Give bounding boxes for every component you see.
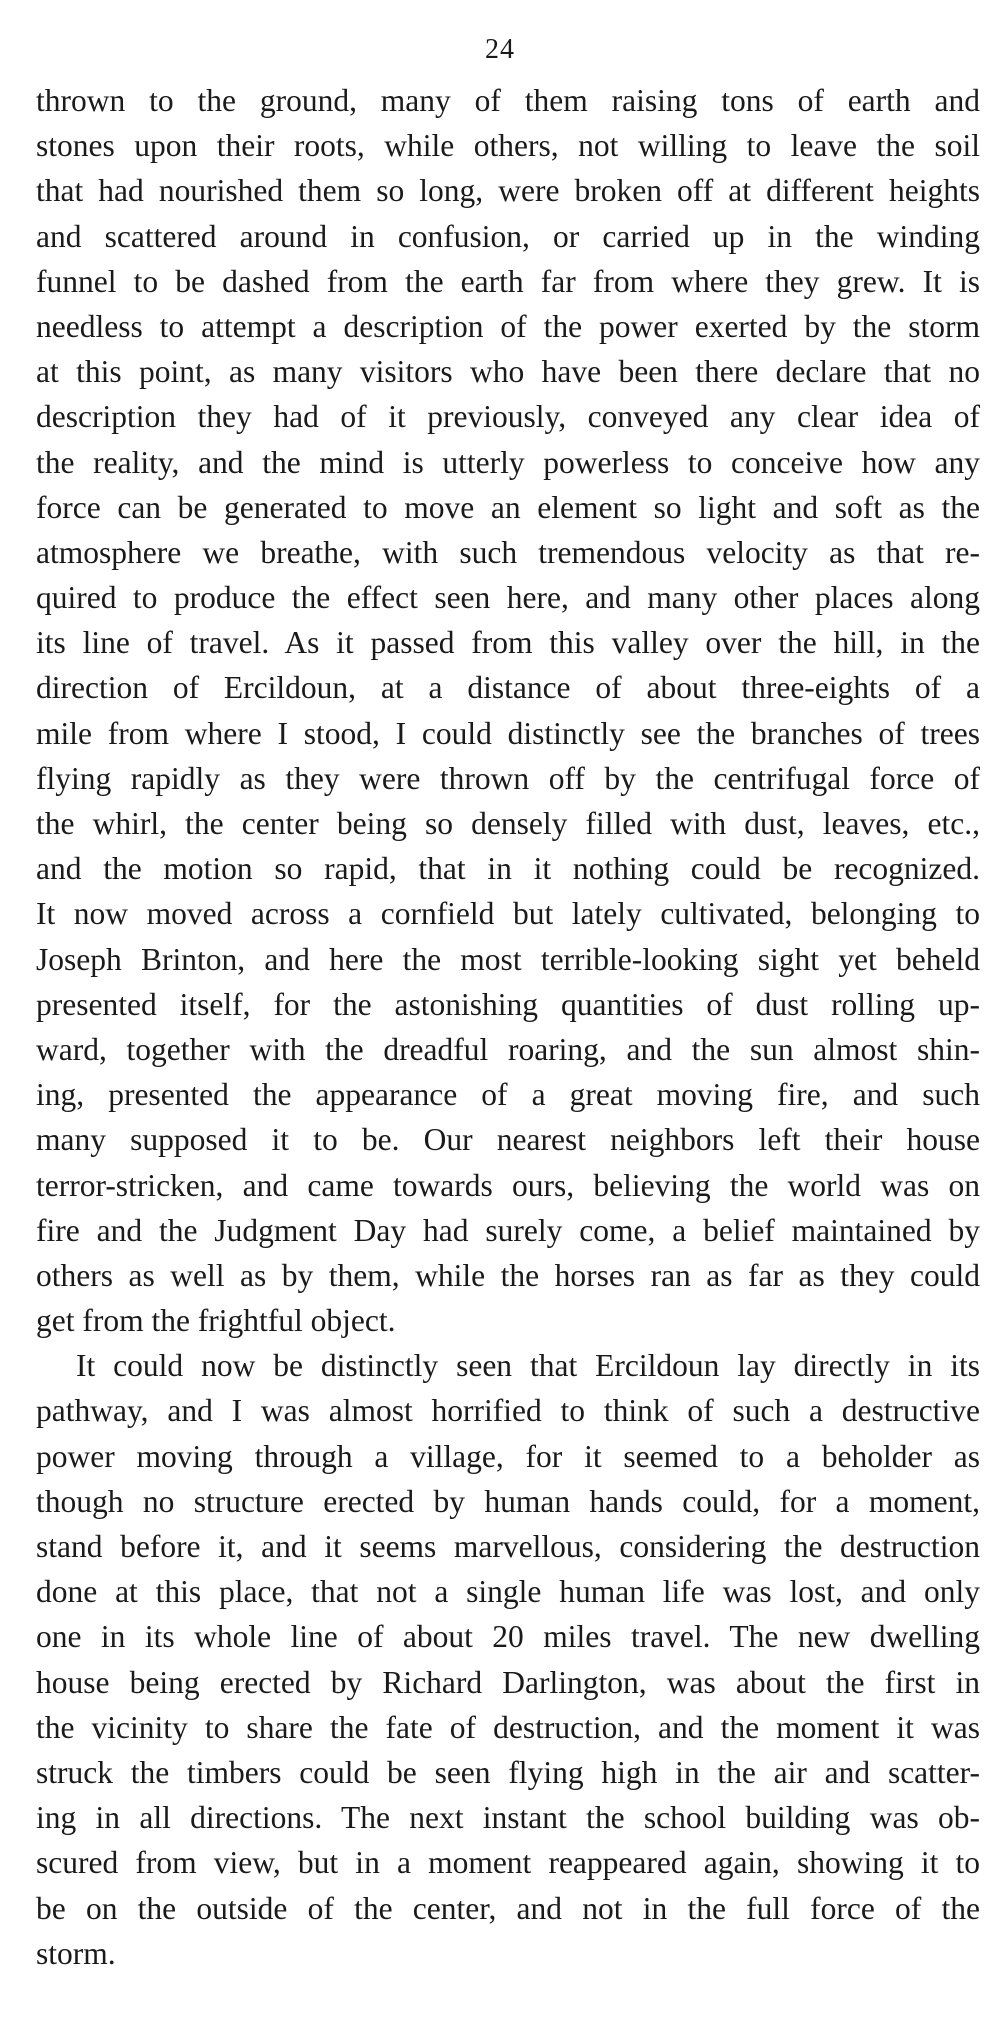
text-line: its line of travel. As it passed from this valley over the hill, in the xyxy=(36,625,980,661)
text-line: power moving through a village, for it seemed to a beholder as xyxy=(36,1438,980,1474)
text-line: ing, presented the appearance of a great moving fire, and such xyxy=(36,1077,980,1113)
text-line: flying rapidly as they were thrown off by the centrifugal force of xyxy=(36,760,980,796)
text-line: Joseph Brinton, and here the most terrible-looking sight yet beheld xyxy=(36,941,980,977)
text-line: house being erected by Richard Darlington, was about the first in xyxy=(36,1664,980,1700)
text-line: thrown to the ground, many of them raising tons of earth and xyxy=(36,83,980,118)
text-line: atmosphere we breathe, with such tremendous velocity as that re- xyxy=(36,534,980,570)
text-line: scured from view, but in a moment reappeared again, showing it to xyxy=(36,1845,980,1881)
text-line: storm. xyxy=(36,1935,116,1971)
text-line: done at this place, that not a single human life was lost, and only xyxy=(36,1574,980,1610)
text-line: pathway, and I was almost horrified to think of such a destructive xyxy=(36,1393,980,1429)
text-line: struck the timbers could be seen flying high in the air and scatter- xyxy=(36,1754,980,1790)
text-line: get from the frightful object. xyxy=(36,1303,396,1339)
text-line: description they had of it previously, conveyed any clear idea of xyxy=(36,399,980,435)
text-line: the whirl, the center being so densely filled with dust, leaves, etc., xyxy=(36,806,980,841)
text-line: direction of Ercildoun, at a distance of about three-eights of a xyxy=(36,670,980,706)
text-line: be on the outside of the center, and not in the full force of the xyxy=(36,1890,980,1926)
text-line: stones upon their roots, while others, not willing to leave the soil xyxy=(36,128,980,164)
text-line: though no structure erected by human hands could, for a moment, xyxy=(36,1483,980,1519)
text-line: funnel to be dashed from the earth far from where they grew. It is xyxy=(36,263,980,299)
text-line: the reality, and the mind is utterly powerless to conceive how any xyxy=(36,444,980,480)
text-line: fire and the Judgment Day had surely come, a belief maintained by xyxy=(36,1212,980,1248)
text-line: presented itself, for the astonishing quantities of dust rolling up- xyxy=(36,986,980,1022)
text-line: many supposed it to be. Our nearest neighbors left their house xyxy=(36,1122,980,1158)
text-line: the vicinity to share the fate of destruction, and the moment it was xyxy=(36,1709,980,1745)
paragraph xyxy=(36,1343,980,1976)
page-number: 24 xyxy=(485,34,515,65)
paragraph xyxy=(36,78,980,1343)
text-line: It now moved across a cornfield but lately cultivated, belonging to xyxy=(36,896,980,932)
text-line: that had nourished them so long, were broken off at different heights xyxy=(36,173,980,209)
text-line: at this point, as many visitors who have been there declare that no xyxy=(36,354,980,390)
text-line: terror-stricken, and came towards ours, believing the world was on xyxy=(36,1167,980,1203)
text-line: force can be generated to move an element so light and soft as the xyxy=(36,489,980,525)
text-line: stand before it, and it seems marvellous, considering the destruction xyxy=(36,1529,980,1564)
text-line: and the motion so rapid, that in it nothing could be recognized. xyxy=(36,851,980,887)
text-line: and scattered around in confusion, or carried up in the winding xyxy=(36,218,980,254)
text-line: ing in all directions. The next instant the school building was ob- xyxy=(36,1800,980,1836)
text-line: It could now be distinctly seen that Ercildoun lay directly in its xyxy=(76,1348,980,1384)
text-line: quired to produce the effect seen here, and many other places along xyxy=(36,580,980,616)
text-line: others as well as by them, while the horses ran as far as they could xyxy=(36,1257,980,1293)
body-text xyxy=(36,78,980,1976)
text-line: one in its whole line of about 20 miles travel. The new dwelling xyxy=(36,1619,980,1655)
text-line: ward, together with the dreadful roaring, and the sun almost shin- xyxy=(36,1031,980,1067)
text-line: needless to attempt a description of the power exerted by the storm xyxy=(36,308,980,344)
text-line: mile from where I stood, I could distinctly see the branches of trees xyxy=(36,715,980,751)
